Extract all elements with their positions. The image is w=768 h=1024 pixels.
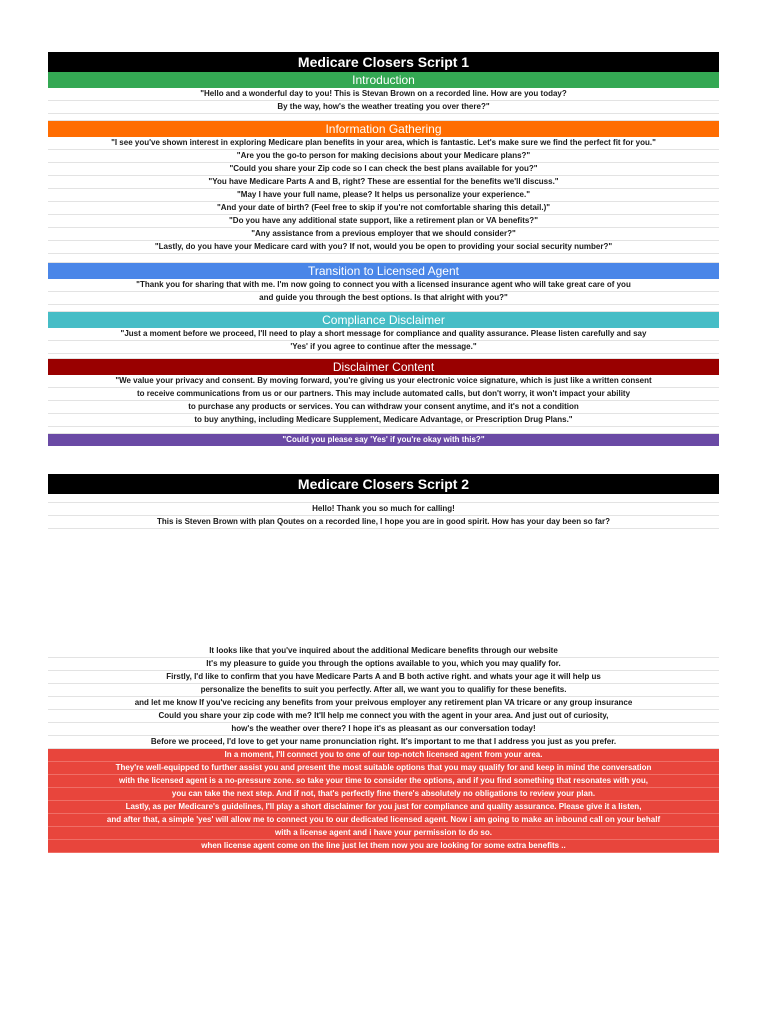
script1-section [48, 52, 719, 446]
info-gathering-line: "Any assistance from a previous employer that we should consider?" [48, 228, 719, 241]
info-gathering-line: "You have Medicare Parts A and B, right? These are essential for the benefits we'll discuss." [48, 176, 719, 189]
disclaimer-line: to receive communications from us or our partners. This may include automated calls, but don't worry, it won't impact your ability [48, 388, 719, 401]
opening-line: This is Steven Brown with plan Qoutes on a recorded line, I hope you are in good spirit. How has your day been so far? [48, 516, 719, 529]
body-line: Could you share your zip code with me? It'll help me connect you with the agent in your area. And just out of curiosity, [48, 710, 719, 723]
handoff-line: you can take the next step. And if not, that's perfectly fine there's absolutely no obligations to review your plan. [48, 788, 719, 801]
information-gathering-header: Information Gathering [48, 121, 719, 137]
introduction-line: "Hello and a wonderful day to you! This is Stevan Brown on a recorded line. How are you today? [48, 88, 719, 101]
body-line: It looks like that you've inquired about the additional Medicare benefits through our website [48, 645, 719, 658]
introduction-header: Introduction [48, 72, 719, 88]
info-gathering-line: "Lastly, do you have your Medicare card with you? If not, would you be open to providing your social security number?" [48, 241, 719, 254]
transition-line: "Thank you for sharing that with me. I'm now going to connect you with a licensed insurance agent who will take great care of you [48, 279, 719, 292]
handoff-line: and after that, a simple 'yes' will allow me to connect you to our dedicated licensed agent. Now i am going to make an inbound call on your behalf [48, 814, 719, 827]
body-line: It's my pleasure to guide you through the options available to you, which you may qualify for. [48, 658, 719, 671]
body-line: personalize the benefits to suit you perfectly. After all, we want you to qualifiy for these benefits. [48, 684, 719, 697]
handoff-line: with a license agent and i have your permission to do so. [48, 827, 719, 840]
compliance-line: 'Yes' if you agree to continue after the message." [48, 341, 719, 354]
handoff-line: They're well-equipped to further assist you and present the most suitable options that you may qualify for and keep in mind the conversation [48, 762, 719, 775]
disclaimer-line: to purchase any products or services. You can withdraw your consent anytime, and it's not a condition [48, 401, 719, 414]
info-gathering-line: "Could you share your Zip code so I can check the best plans available for you?" [48, 163, 719, 176]
compliance-header: Compliance Disclaimer [48, 312, 719, 328]
script1-title: Medicare Closers Script 1 [48, 52, 719, 72]
body-line: Before we proceed, I'd love to get your name pronunciation right. It's important to me that I address you just as you prefer. [48, 736, 719, 749]
disclaimer-header: Disclaimer Content [48, 359, 719, 375]
body-line: and let me know If you've recicing any benefits from your preivous employer any retirement plan VA tricare or any group insurance [48, 697, 719, 710]
handoff-line: when license agent come on the line just let them now you are looking for some extra benefits .. [48, 840, 719, 853]
consent-prompt: "Could you please say 'Yes' if you're okay with this?" [48, 434, 719, 446]
handoff-line: Lastly, as per Medicare's guidelines, I'll play a short disclaimer for you just for compliance and quality assurance. Please give it a listen, [48, 801, 719, 814]
transition-header: Transition to Licensed Agent [48, 263, 719, 279]
info-gathering-line: "I see you've shown interest in exploring Medicare plan benefits in your area, which is fantastic. Let's make sure we find the perfect fit for you." [48, 137, 719, 150]
blank-row [48, 254, 719, 263]
disclaimer-line: to buy anything, including Medicare Supplement, Medicare Advantage, or Prescription Drug Plans." [48, 414, 719, 427]
info-gathering-line: "May I have your full name, please? It helps us personalize your experience." [48, 189, 719, 202]
body-line: how's the weather over there? I hope it's as pleasant as our conversation today! [48, 723, 719, 736]
handoff-line: In a moment, I'll connect you to one of our top-notch licensed agent from your area. [48, 749, 719, 762]
script2-body [48, 645, 719, 853]
info-gathering-line: "Do you have any additional state support, like a retirement plan or VA benefits?" [48, 215, 719, 228]
compliance-line: "Just a moment before we proceed, I'll need to play a short message for compliance and quality assurance. Please listen carefully and say [48, 328, 719, 341]
info-gathering-line: "Are you the go-to person for making decisions about your Medicare plans?" [48, 150, 719, 163]
handoff-line: with the licensed agent is a no-pressure zone. so take your time to consider the options, and if you find something that resonates with you, [48, 775, 719, 788]
body-line: Firstly, I'd like to confirm that you have Medicare Parts A and B both active right. and whats your age it will help us [48, 671, 719, 684]
handoff-block [48, 749, 719, 853]
blank-row [48, 427, 719, 434]
info-gathering-line: "And your date of birth? (Feel free to skip if you're not comfortable sharing this detail.)" [48, 202, 719, 215]
script2-title: Medicare Closers Script 2 [48, 474, 719, 494]
opening-line: Hello! Thank you so much for calling! [48, 503, 719, 516]
introduction-line: By the way, how's the weather treating you over there?" [48, 101, 719, 114]
blank-row [48, 114, 719, 121]
transition-line: and guide you through the best options. Is that alright with you?" [48, 292, 719, 305]
disclaimer-line: "We value your privacy and consent. By moving forward, you're giving us your electronic voice signature, which is just like a written consent [48, 375, 719, 388]
blank-row [48, 494, 719, 503]
blank-row [48, 305, 719, 312]
script2-section [48, 474, 719, 529]
